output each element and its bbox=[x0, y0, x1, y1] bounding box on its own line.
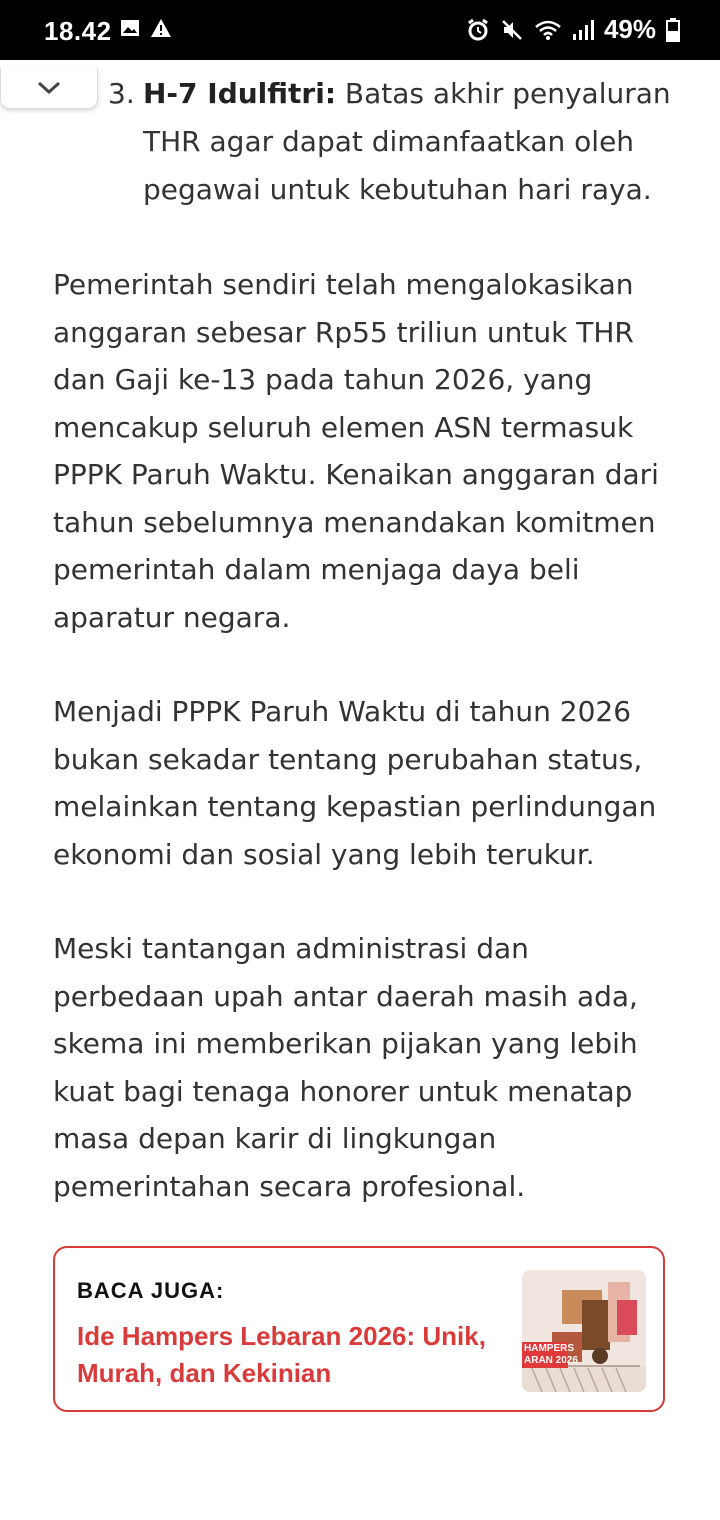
signal-icon bbox=[572, 19, 594, 41]
read-also-label: BACA JUGA: bbox=[77, 1278, 225, 1303]
paragraph-2: Menjadi PPPK Paruh Waktu di tahun 2026 bukan sekadar tentang perubahan status, melainkan tentang kepastian perlindungan ekonomi dan sosial yang lebih terukur. bbox=[53, 695, 657, 871]
warning-icon bbox=[150, 18, 172, 38]
list-number: 3. bbox=[108, 77, 135, 110]
read-also-card[interactable] bbox=[53, 1246, 665, 1412]
status-right-icons bbox=[466, 14, 680, 45]
read-also-thumbnail[interactable] bbox=[522, 1270, 646, 1392]
list-item bbox=[53, 70, 673, 214]
paragraph-1: Pemerintah sendiri telah mengalokasikan anggaran sebesar Rp55 triliun untuk THR dan Gaji ke-13 pada tahun 2026, yang mencakup seluruh elemen ASN termasuk PPPK Paruh Waktu. Kenaikan anggaran dari tahun sebelumnya menandakan komitmen pemerintah dalam menjaga daya beli aparatur negara. bbox=[53, 268, 659, 634]
alarm-icon bbox=[466, 18, 490, 42]
status-left-icons bbox=[120, 18, 172, 38]
article-body bbox=[53, 70, 673, 1210]
list-item-text: Batas akhir penyaluran THR agar dapat dimanfaatkan oleh pegawai untuk kebutuhan hari raya. bbox=[143, 77, 671, 206]
paragraph-3: Meski tantangan administrasi dan perbedaan upah antar daerah masih ada, skema ini memberikan pijakan yang lebih kuat bagi tenaga honorer untuk menatap masa depan karir di lingkungan pemerintahan secara profesional. bbox=[53, 932, 638, 1203]
list-item-title: H-7 Idulfitri: bbox=[143, 77, 337, 110]
battery-percent: 49% bbox=[603, 14, 656, 44]
thumb-caption-2: ARAN 2026 bbox=[524, 1355, 578, 1366]
status-bar bbox=[0, 0, 720, 60]
mute-icon bbox=[500, 18, 524, 42]
gallery-icon bbox=[120, 18, 140, 38]
status-time: 18.42 bbox=[44, 16, 112, 46]
thumb-caption-1: HAMPERS bbox=[524, 1343, 575, 1354]
wifi-icon bbox=[534, 19, 562, 41]
read-also-link[interactable]: Ide Hampers Lebaran 2026: Unik, Murah, dan Kekinian bbox=[77, 1321, 486, 1388]
battery-icon bbox=[666, 18, 680, 42]
